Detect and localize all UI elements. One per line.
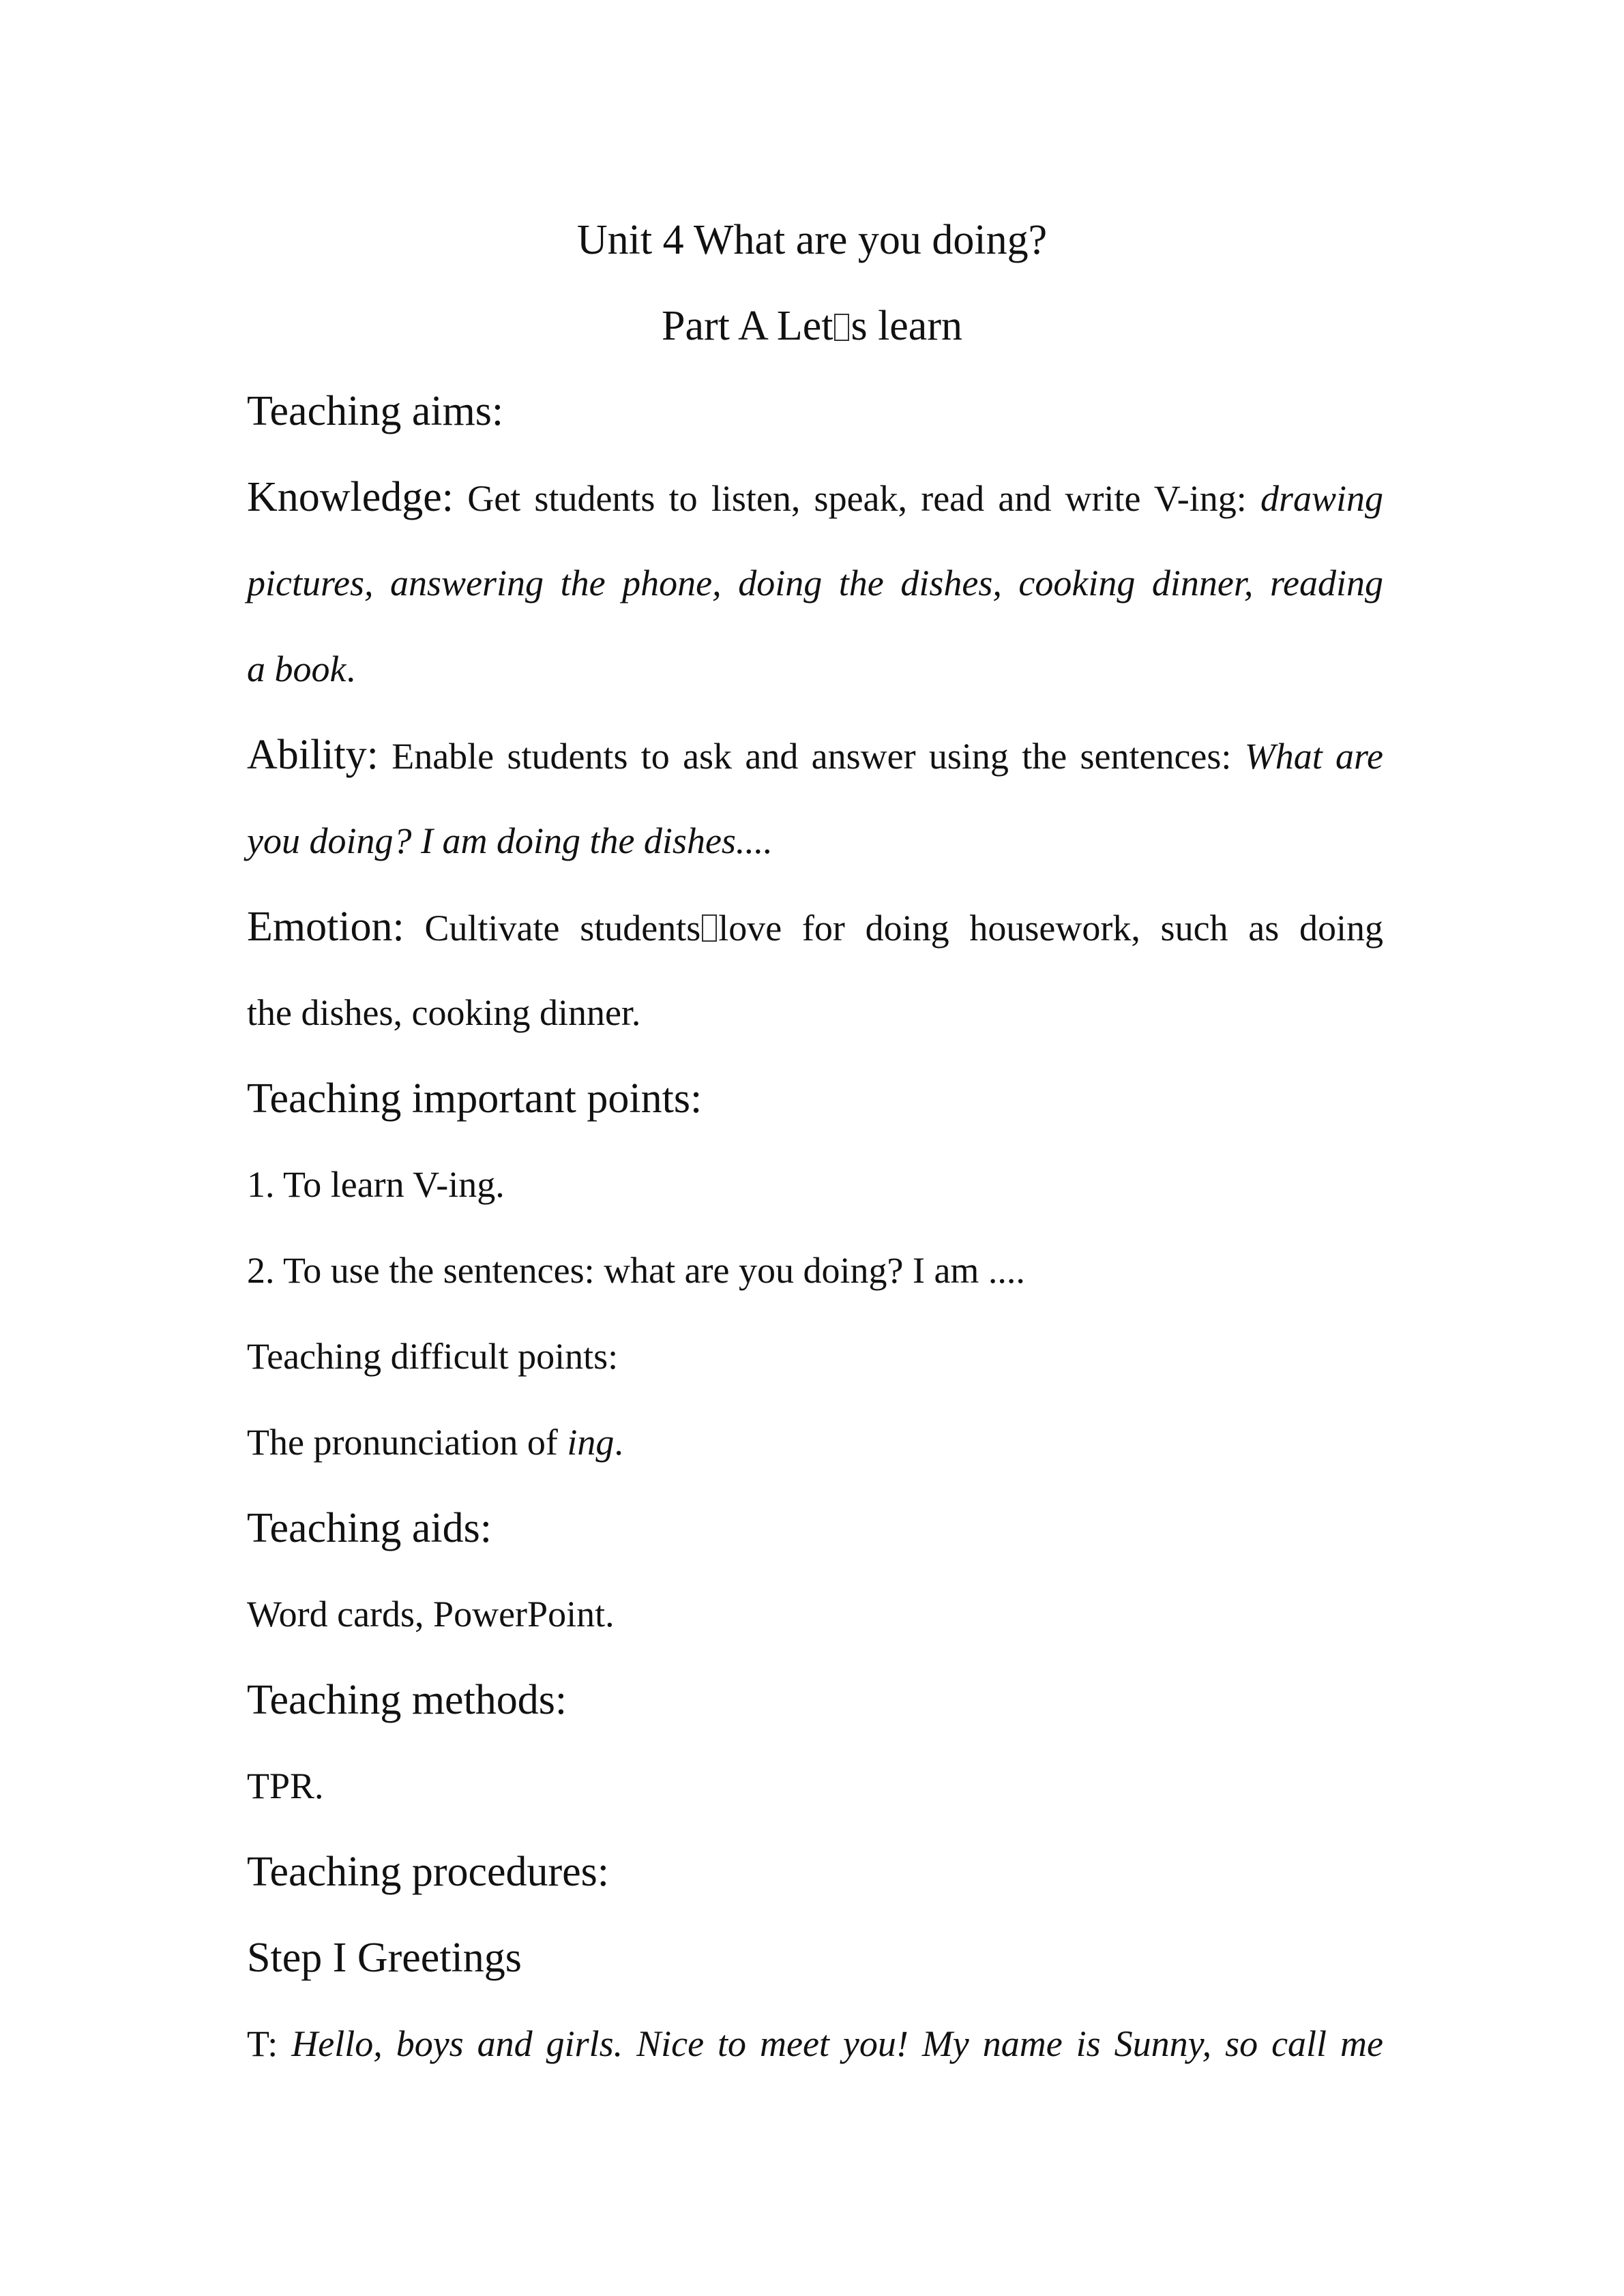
ability-line-1: Ability: Enable students to ask and answer using the sentences: What are (247, 732, 1383, 778)
important-point-1: 1. To learn V-ing. (247, 1164, 505, 1205)
teaching-methods-text: TPR. (247, 1765, 324, 1806)
teaching-methods-heading: Teaching methods: (247, 1677, 567, 1723)
teaching-procedures-heading: Teaching procedures: (247, 1849, 610, 1895)
teaching-aids-text: Word cards, PowerPoint. (247, 1594, 615, 1635)
teaching-aims-heading: Teaching aims: (247, 388, 504, 434)
document-title: Unit 4 What are you doing? (576, 217, 1048, 263)
important-point-2: 2. To use the sentences: what are you doing? I am .... (247, 1250, 1025, 1291)
difficult-points-text: The pronunciation of ing. (247, 1422, 623, 1463)
document-subtitle: Part A Let s learn (662, 303, 962, 349)
knowledge-line-3: a book. (247, 648, 355, 689)
difficult-points-heading: Teaching difficult points: (247, 1336, 619, 1377)
step-1-dialogue-line: T: Hello, boys and girls. Nice to meet you! My name is Sunny, so call me (247, 2023, 1383, 2064)
missing-glyph-box (834, 314, 849, 341)
knowledge-line-1: Knowledge: Get students to listen, speak, read and write V-ing: drawing (247, 474, 1383, 520)
emotion-line-1: Emotion: Cultivate students love for doing housework, such as doing (247, 904, 1383, 950)
important-points-heading: Teaching important points: (247, 1075, 703, 1122)
missing-glyph-box (702, 914, 717, 942)
step-1-heading: Step I Greetings (247, 1935, 522, 1981)
ability-line-2: you doing? I am doing the dishes.... (247, 820, 773, 861)
teaching-aids-heading: Teaching aids: (247, 1505, 492, 1551)
knowledge-line-2: pictures, answering the phone, doing the dishes, cooking dinner, reading (247, 563, 1383, 603)
emotion-line-2: the dishes, cooking dinner. (247, 992, 641, 1033)
